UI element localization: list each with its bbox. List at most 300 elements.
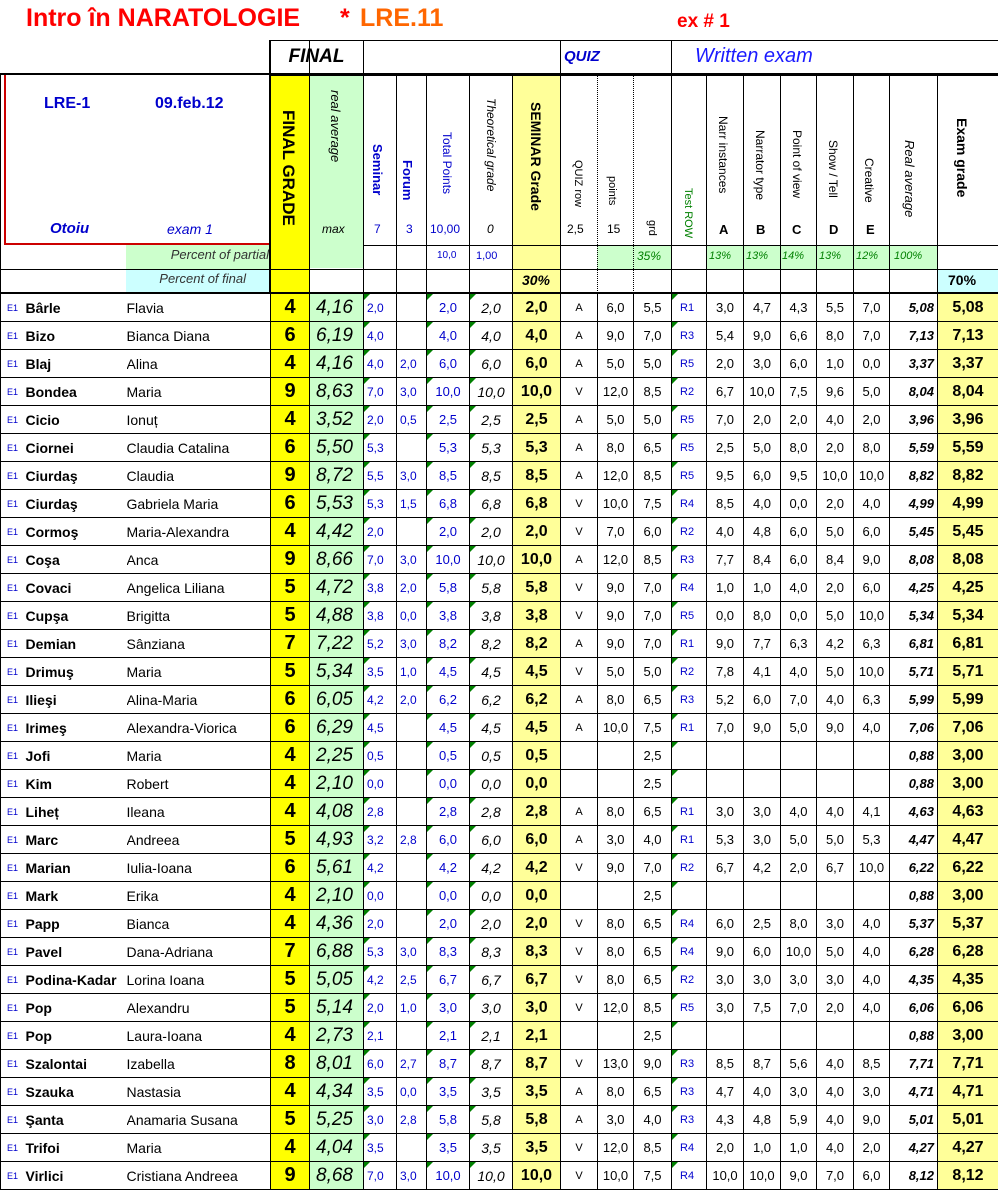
score-narr-instances-cell[interactable]: 9,5 <box>707 462 744 490</box>
exam-grade-cell[interactable]: 5,08 <box>938 294 998 322</box>
forum-points-cell[interactable]: 0,5 <box>397 406 427 434</box>
theoretical-grade-cell[interactable]: 6,0 <box>470 826 513 854</box>
score-creative-cell[interactable]: 5,0 <box>854 378 890 406</box>
row-tag-cell[interactable]: E1 <box>1 854 23 882</box>
exam-grade-cell[interactable]: 4,63 <box>938 798 998 826</box>
score-point-of-view-cell[interactable]: 7,5 <box>781 378 817 406</box>
forum-points-cell[interactable]: 2,7 <box>397 1050 427 1078</box>
quiz-row-cell[interactable] <box>561 1022 598 1050</box>
test-row-cell[interactable]: R1 <box>672 714 707 742</box>
score-point-of-view-cell[interactable]: 9,5 <box>781 462 817 490</box>
last-name-cell[interactable]: Ciornei <box>23 434 127 462</box>
score-show-tell-cell[interactable]: 5,0 <box>817 602 854 630</box>
final-grade-cell[interactable]: 4 <box>271 770 310 798</box>
score-narrator-type-cell[interactable]: 6,0 <box>744 938 781 966</box>
exam-grade-cell[interactable]: 8,04 <box>938 378 998 406</box>
quiz-points-cell[interactable]: 12,0 <box>598 994 634 1022</box>
score-show-tell-cell[interactable]: 4,0 <box>817 406 854 434</box>
score-show-tell-cell[interactable]: 4,0 <box>817 1050 854 1078</box>
quiz-points-cell[interactable]: 8,0 <box>598 938 634 966</box>
quiz-row-cell[interactable]: V <box>561 518 598 546</box>
final-grade-cell[interactable]: 5 <box>271 1106 310 1134</box>
total-points-cell[interactable]: 6,0 <box>427 826 470 854</box>
exam-real-average-cell[interactable]: 6,22 <box>890 854 938 882</box>
quiz-grade-cell[interactable]: 6,5 <box>634 966 672 994</box>
score-narrator-type-cell[interactable]: 4,1 <box>744 658 781 686</box>
quiz-row-cell[interactable]: V <box>561 574 598 602</box>
row-tag-cell[interactable]: E1 <box>1 966 23 994</box>
last-name-cell[interactable]: Ciurdaş <box>23 490 127 518</box>
total-points-cell[interactable]: 2,1 <box>427 1022 470 1050</box>
exam-grade-cell[interactable]: 3,00 <box>938 882 998 910</box>
seminar-grade-cell[interactable]: 6,0 <box>513 826 561 854</box>
score-point-of-view-cell[interactable]: 6,0 <box>781 350 817 378</box>
seminar-points-cell[interactable]: 3,0 <box>364 1106 397 1134</box>
exam-grade-cell[interactable]: 3,00 <box>938 742 998 770</box>
quiz-points-cell[interactable]: 10,0 <box>598 490 634 518</box>
real-average-cell[interactable]: 4,36 <box>310 910 364 938</box>
final-grade-cell[interactable]: 9 <box>271 546 310 574</box>
seminar-grade-cell[interactable]: 3,0 <box>513 994 561 1022</box>
score-point-of-view-cell[interactable]: 8,0 <box>781 910 817 938</box>
forum-points-cell[interactable]: 2,0 <box>397 350 427 378</box>
real-average-cell[interactable]: 4,34 <box>310 1078 364 1106</box>
score-point-of-view-cell[interactable]: 4,3 <box>781 294 817 322</box>
row-tag-cell[interactable]: E1 <box>1 294 23 322</box>
score-creative-cell[interactable]: 4,0 <box>854 910 890 938</box>
score-show-tell-cell[interactable]: 4,0 <box>817 686 854 714</box>
quiz-grade-cell[interactable]: 7,0 <box>634 854 672 882</box>
quiz-row-cell[interactable]: V <box>561 1134 598 1162</box>
score-show-tell-cell[interactable]: 3,0 <box>817 966 854 994</box>
exam-real-average-cell[interactable]: 0,88 <box>890 770 938 798</box>
seminar-grade-cell[interactable]: 6,2 <box>513 686 561 714</box>
first-name-cell[interactable]: Flavia <box>127 294 271 322</box>
real-average-cell[interactable]: 8,63 <box>310 378 364 406</box>
score-point-of-view-cell[interactable] <box>781 882 817 910</box>
final-grade-cell[interactable]: 7 <box>271 938 310 966</box>
last-name-cell[interactable]: Szalontai <box>23 1050 127 1078</box>
exam-real-average-cell[interactable]: 7,71 <box>890 1050 938 1078</box>
quiz-points-cell[interactable]: 9,0 <box>598 602 634 630</box>
forum-points-cell[interactable] <box>397 854 427 882</box>
test-row-cell[interactable]: R5 <box>672 994 707 1022</box>
score-point-of-view-cell[interactable]: 3,0 <box>781 1078 817 1106</box>
first-name-cell[interactable]: Anamaria Susana <box>127 1106 271 1134</box>
quiz-points-cell[interactable]: 8,0 <box>598 686 634 714</box>
real-average-cell[interactable]: 5,05 <box>310 966 364 994</box>
score-narr-instances-cell[interactable] <box>707 770 744 798</box>
quiz-grade-cell[interactable]: 6,5 <box>634 686 672 714</box>
total-points-cell[interactable]: 6,7 <box>427 966 470 994</box>
total-points-cell[interactable]: 4,2 <box>427 854 470 882</box>
score-creative-cell[interactable]: 10,0 <box>854 602 890 630</box>
quiz-grade-cell[interactable]: 8,5 <box>634 462 672 490</box>
quiz-grade-cell[interactable]: 6,5 <box>634 434 672 462</box>
quiz-grade-cell[interactable]: 7,0 <box>634 322 672 350</box>
row-tag-cell[interactable]: E1 <box>1 1134 23 1162</box>
theoretical-grade-cell[interactable]: 3,8 <box>470 602 513 630</box>
test-row-cell[interactable]: R4 <box>672 938 707 966</box>
quiz-grade-cell[interactable]: 2,5 <box>634 742 672 770</box>
quiz-points-cell[interactable]: 5,0 <box>598 350 634 378</box>
total-points-cell[interactable]: 3,0 <box>427 994 470 1022</box>
score-creative-cell[interactable]: 6,3 <box>854 630 890 658</box>
test-row-cell[interactable]: R3 <box>672 1078 707 1106</box>
last-name-cell[interactable]: Şanta <box>23 1106 127 1134</box>
quiz-grade-cell[interactable]: 5,0 <box>634 658 672 686</box>
final-grade-cell[interactable]: 5 <box>271 966 310 994</box>
seminar-points-cell[interactable]: 2,0 <box>364 406 397 434</box>
forum-points-cell[interactable] <box>397 1134 427 1162</box>
first-name-cell[interactable]: Izabella <box>127 1050 271 1078</box>
score-creative-cell[interactable]: 6,0 <box>854 1162 890 1190</box>
last-name-cell[interactable]: Ciurdaş <box>23 462 127 490</box>
seminar-grade-cell[interactable]: 5,8 <box>513 574 561 602</box>
real-average-cell[interactable]: 2,25 <box>310 742 364 770</box>
quiz-grade-cell[interactable]: 7,5 <box>634 714 672 742</box>
quiz-points-cell[interactable]: 9,0 <box>598 854 634 882</box>
score-point-of-view-cell[interactable] <box>781 770 817 798</box>
seminar-points-cell[interactable]: 6,0 <box>364 1050 397 1078</box>
row-tag-cell[interactable]: E1 <box>1 518 23 546</box>
exam-grade-cell[interactable]: 3,00 <box>938 770 998 798</box>
last-name-cell[interactable]: Blaj <box>23 350 127 378</box>
quiz-row-cell[interactable]: V <box>561 910 598 938</box>
theoretical-grade-cell[interactable]: 6,8 <box>470 490 513 518</box>
forum-points-cell[interactable] <box>397 770 427 798</box>
score-narrator-type-cell[interactable]: 4,8 <box>744 518 781 546</box>
exam-grade-cell[interactable]: 3,00 <box>938 1022 998 1050</box>
quiz-row-cell[interactable]: V <box>561 966 598 994</box>
score-narrator-type-cell[interactable]: 6,0 <box>744 462 781 490</box>
score-narr-instances-cell[interactable]: 7,7 <box>707 546 744 574</box>
score-show-tell-cell[interactable]: 4,0 <box>817 1106 854 1134</box>
quiz-row-cell[interactable]: A <box>561 826 598 854</box>
exam-real-average-cell[interactable]: 5,08 <box>890 294 938 322</box>
seminar-grade-cell[interactable]: 4,0 <box>513 322 561 350</box>
row-tag-cell[interactable]: E1 <box>1 938 23 966</box>
seminar-points-cell[interactable]: 2,0 <box>364 294 397 322</box>
last-name-cell[interactable]: Bizo <box>23 322 127 350</box>
score-point-of-view-cell[interactable]: 5,6 <box>781 1050 817 1078</box>
exam-real-average-cell[interactable]: 5,99 <box>890 686 938 714</box>
total-points-cell[interactable]: 10,0 <box>427 546 470 574</box>
score-narr-instances-cell[interactable]: 7,0 <box>707 406 744 434</box>
score-narr-instances-cell[interactable] <box>707 1022 744 1050</box>
seminar-grade-cell[interactable]: 6,7 <box>513 966 561 994</box>
real-average-cell[interactable]: 5,53 <box>310 490 364 518</box>
score-creative-cell[interactable] <box>854 770 890 798</box>
quiz-grade-cell[interactable]: 6,0 <box>634 518 672 546</box>
score-narr-instances-cell[interactable]: 2,5 <box>707 434 744 462</box>
first-name-cell[interactable]: Ionuț <box>127 406 271 434</box>
score-narr-instances-cell[interactable] <box>707 742 744 770</box>
row-tag-cell[interactable]: E1 <box>1 910 23 938</box>
real-average-cell[interactable]: 5,61 <box>310 854 364 882</box>
quiz-row-cell[interactable]: A <box>561 1106 598 1134</box>
score-narrator-type-cell[interactable]: 8,7 <box>744 1050 781 1078</box>
score-creative-cell[interactable]: 5,3 <box>854 826 890 854</box>
theoretical-grade-cell[interactable]: 4,0 <box>470 322 513 350</box>
score-narrator-type-cell[interactable]: 7,5 <box>744 994 781 1022</box>
forum-points-cell[interactable]: 1,0 <box>397 994 427 1022</box>
score-creative-cell[interactable]: 2,0 <box>854 1134 890 1162</box>
quiz-row-cell[interactable]: V <box>561 994 598 1022</box>
score-creative-cell[interactable]: 4,0 <box>854 966 890 994</box>
exam-real-average-cell[interactable]: 4,63 <box>890 798 938 826</box>
seminar-points-cell[interactable]: 0,5 <box>364 742 397 770</box>
quiz-grade-cell[interactable]: 5,5 <box>634 294 672 322</box>
exam-grade-cell[interactable]: 8,12 <box>938 1162 998 1190</box>
quiz-points-cell[interactable]: 8,0 <box>598 1078 634 1106</box>
exam-grade-cell[interactable]: 6,06 <box>938 994 998 1022</box>
quiz-row-cell[interactable]: V <box>561 854 598 882</box>
real-average-cell[interactable]: 5,34 <box>310 658 364 686</box>
score-show-tell-cell[interactable]: 5,0 <box>817 826 854 854</box>
score-point-of-view-cell[interactable] <box>781 1022 817 1050</box>
score-narr-instances-cell[interactable]: 8,5 <box>707 490 744 518</box>
seminar-points-cell[interactable]: 0,0 <box>364 882 397 910</box>
quiz-grade-cell[interactable]: 7,0 <box>634 574 672 602</box>
total-points-cell[interactable]: 4,0 <box>427 322 470 350</box>
exam-real-average-cell[interactable]: 6,06 <box>890 994 938 1022</box>
exam-grade-cell[interactable]: 6,28 <box>938 938 998 966</box>
score-point-of-view-cell[interactable]: 2,0 <box>781 854 817 882</box>
row-tag-cell[interactable]: E1 <box>1 714 23 742</box>
real-average-cell[interactable]: 5,14 <box>310 994 364 1022</box>
score-point-of-view-cell[interactable]: 0,0 <box>781 602 817 630</box>
exam-grade-cell[interactable]: 5,99 <box>938 686 998 714</box>
forum-points-cell[interactable] <box>397 434 427 462</box>
first-name-cell[interactable]: Iulia-Ioana <box>127 854 271 882</box>
quiz-points-cell[interactable]: 5,0 <box>598 658 634 686</box>
seminar-grade-cell[interactable]: 5,8 <box>513 1106 561 1134</box>
score-narr-instances-cell[interactable]: 0,0 <box>707 602 744 630</box>
forum-points-cell[interactable]: 3,0 <box>397 378 427 406</box>
seminar-grade-cell[interactable]: 2,0 <box>513 294 561 322</box>
row-tag-cell[interactable]: E1 <box>1 546 23 574</box>
final-grade-cell[interactable]: 6 <box>271 854 310 882</box>
test-row-cell[interactable]: R4 <box>672 490 707 518</box>
theoretical-grade-cell[interactable]: 3,5 <box>470 1078 513 1106</box>
quiz-grade-cell[interactable]: 2,5 <box>634 882 672 910</box>
forum-points-cell[interactable]: 3,0 <box>397 1162 427 1190</box>
first-name-cell[interactable]: Sânziana <box>127 630 271 658</box>
final-grade-cell[interactable]: 4 <box>271 1134 310 1162</box>
forum-points-cell[interactable]: 2,8 <box>397 826 427 854</box>
quiz-points-cell[interactable]: 10,0 <box>598 1162 634 1190</box>
total-points-cell[interactable]: 2,0 <box>427 294 470 322</box>
final-grade-cell[interactable]: 4 <box>271 350 310 378</box>
last-name-cell[interactable]: Marian <box>23 854 127 882</box>
first-name-cell[interactable]: Bianca <box>127 910 271 938</box>
final-grade-cell[interactable]: 6 <box>271 322 310 350</box>
score-narrator-type-cell[interactable] <box>744 770 781 798</box>
final-grade-cell[interactable]: 5 <box>271 574 310 602</box>
first-name-cell[interactable]: Maria <box>127 1134 271 1162</box>
seminar-grade-cell[interactable]: 2,5 <box>513 406 561 434</box>
score-narr-instances-cell[interactable]: 5,4 <box>707 322 744 350</box>
exam-real-average-cell[interactable]: 4,47 <box>890 826 938 854</box>
score-narr-instances-cell[interactable] <box>707 882 744 910</box>
quiz-points-cell[interactable]: 3,0 <box>598 1106 634 1134</box>
quiz-grade-cell[interactable]: 7,5 <box>634 490 672 518</box>
theoretical-grade-cell[interactable]: 0,5 <box>470 742 513 770</box>
score-creative-cell[interactable]: 7,0 <box>854 294 890 322</box>
quiz-row-cell[interactable] <box>561 742 598 770</box>
score-narrator-type-cell[interactable]: 3,0 <box>744 798 781 826</box>
score-narr-instances-cell[interactable]: 6,0 <box>707 910 744 938</box>
test-row-cell[interactable]: R4 <box>672 910 707 938</box>
quiz-grade-cell[interactable]: 6,5 <box>634 1078 672 1106</box>
first-name-cell[interactable]: Andreea <box>127 826 271 854</box>
test-row-cell[interactable]: R5 <box>672 350 707 378</box>
seminar-grade-cell[interactable]: 8,3 <box>513 938 561 966</box>
theoretical-grade-cell[interactable]: 2,1 <box>470 1022 513 1050</box>
real-average-cell[interactable]: 5,25 <box>310 1106 364 1134</box>
quiz-points-cell[interactable]: 9,0 <box>598 630 634 658</box>
score-point-of-view-cell[interactable]: 3,0 <box>781 966 817 994</box>
seminar-points-cell[interactable]: 2,0 <box>364 518 397 546</box>
test-row-cell[interactable]: R2 <box>672 378 707 406</box>
quiz-points-cell[interactable]: 13,0 <box>598 1050 634 1078</box>
last-name-cell[interactable]: Cicio <box>23 406 127 434</box>
real-average-cell[interactable]: 6,05 <box>310 686 364 714</box>
seminar-points-cell[interactable]: 5,3 <box>364 434 397 462</box>
first-name-cell[interactable]: Maria <box>127 658 271 686</box>
score-show-tell-cell[interactable]: 4,0 <box>817 1078 854 1106</box>
first-name-cell[interactable]: Gabriela Maria <box>127 490 271 518</box>
exam-grade-cell[interactable]: 4,99 <box>938 490 998 518</box>
test-row-cell[interactable]: R3 <box>672 322 707 350</box>
last-name-cell[interactable]: Liheț <box>23 798 127 826</box>
seminar-points-cell[interactable]: 7,0 <box>364 546 397 574</box>
seminar-points-cell[interactable]: 2,0 <box>364 994 397 1022</box>
theoretical-grade-cell[interactable]: 2,5 <box>470 406 513 434</box>
row-tag-cell[interactable]: E1 <box>1 1162 23 1190</box>
score-narrator-type-cell[interactable] <box>744 742 781 770</box>
score-creative-cell[interactable]: 4,0 <box>854 938 890 966</box>
score-show-tell-cell[interactable]: 4,0 <box>817 798 854 826</box>
first-name-cell[interactable]: Bianca Diana <box>127 322 271 350</box>
exam-real-average-cell[interactable]: 4,35 <box>890 966 938 994</box>
quiz-grade-cell[interactable]: 7,0 <box>634 602 672 630</box>
real-average-cell[interactable]: 4,08 <box>310 798 364 826</box>
test-row-cell[interactable]: R3 <box>672 1106 707 1134</box>
first-name-cell[interactable]: Maria-Alexandra <box>127 518 271 546</box>
total-points-cell[interactable]: 2,5 <box>427 406 470 434</box>
final-grade-cell[interactable]: 9 <box>271 1162 310 1190</box>
score-creative-cell[interactable]: 0,0 <box>854 350 890 378</box>
seminar-points-cell[interactable]: 5,3 <box>364 938 397 966</box>
theoretical-grade-cell[interactable]: 2,0 <box>470 910 513 938</box>
seminar-points-cell[interactable]: 0,0 <box>364 770 397 798</box>
seminar-grade-cell[interactable]: 10,0 <box>513 378 561 406</box>
seminar-grade-cell[interactable]: 4,2 <box>513 854 561 882</box>
score-creative-cell[interactable]: 6,0 <box>854 518 890 546</box>
row-tag-cell[interactable]: E1 <box>1 1022 23 1050</box>
row-tag-cell[interactable]: E1 <box>1 882 23 910</box>
last-name-cell[interactable]: Bondea <box>23 378 127 406</box>
seminar-points-cell[interactable]: 4,2 <box>364 966 397 994</box>
score-narrator-type-cell[interactable]: 1,0 <box>744 1134 781 1162</box>
forum-points-cell[interactable]: 2,5 <box>397 966 427 994</box>
score-point-of-view-cell[interactable]: 4,0 <box>781 658 817 686</box>
exam-grade-cell[interactable]: 5,34 <box>938 602 998 630</box>
seminar-points-cell[interactable]: 4,2 <box>364 854 397 882</box>
real-average-cell[interactable]: 5,50 <box>310 434 364 462</box>
forum-points-cell[interactable]: 2,0 <box>397 574 427 602</box>
total-points-cell[interactable]: 5,8 <box>427 1106 470 1134</box>
seminar-grade-cell[interactable]: 8,7 <box>513 1050 561 1078</box>
test-row-cell[interactable]: R1 <box>672 294 707 322</box>
score-point-of-view-cell[interactable] <box>781 742 817 770</box>
score-narr-instances-cell[interactable]: 4,7 <box>707 1078 744 1106</box>
score-narr-instances-cell[interactable]: 3,0 <box>707 294 744 322</box>
quiz-row-cell[interactable]: V <box>561 378 598 406</box>
exam-real-average-cell[interactable]: 8,82 <box>890 462 938 490</box>
seminar-points-cell[interactable]: 5,2 <box>364 630 397 658</box>
score-narrator-type-cell[interactable]: 2,0 <box>744 406 781 434</box>
quiz-row-cell[interactable] <box>561 770 598 798</box>
quiz-row-cell[interactable]: V <box>561 1162 598 1190</box>
exam-real-average-cell[interactable]: 6,81 <box>890 630 938 658</box>
last-name-cell[interactable]: Szauka <box>23 1078 127 1106</box>
final-grade-cell[interactable]: 7 <box>271 630 310 658</box>
final-grade-cell[interactable]: 6 <box>271 714 310 742</box>
score-narrator-type-cell[interactable]: 8,4 <box>744 546 781 574</box>
score-narr-instances-cell[interactable]: 3,0 <box>707 994 744 1022</box>
final-grade-cell[interactable]: 5 <box>271 826 310 854</box>
score-point-of-view-cell[interactable]: 4,0 <box>781 574 817 602</box>
score-creative-cell[interactable]: 9,0 <box>854 1106 890 1134</box>
score-point-of-view-cell[interactable]: 1,0 <box>781 1134 817 1162</box>
score-narr-instances-cell[interactable]: 1,0 <box>707 574 744 602</box>
seminar-points-cell[interactable]: 7,0 <box>364 1162 397 1190</box>
score-point-of-view-cell[interactable]: 10,0 <box>781 938 817 966</box>
test-row-cell[interactable]: R3 <box>672 686 707 714</box>
theoretical-grade-cell[interactable]: 5,8 <box>470 1106 513 1134</box>
first-name-cell[interactable]: Alexandru <box>127 994 271 1022</box>
score-narr-instances-cell[interactable]: 3,0 <box>707 798 744 826</box>
seminar-points-cell[interactable]: 3,5 <box>364 1078 397 1106</box>
test-row-cell[interactable] <box>672 742 707 770</box>
final-grade-cell[interactable]: 9 <box>271 462 310 490</box>
score-narrator-type-cell[interactable]: 4,8 <box>744 1106 781 1134</box>
row-tag-cell[interactable]: E1 <box>1 798 23 826</box>
last-name-cell[interactable]: Marc <box>23 826 127 854</box>
forum-points-cell[interactable]: 1,5 <box>397 490 427 518</box>
test-row-cell[interactable] <box>672 1022 707 1050</box>
total-points-cell[interactable]: 3,8 <box>427 602 470 630</box>
theoretical-grade-cell[interactable]: 0,0 <box>470 882 513 910</box>
last-name-cell[interactable]: Podina-Kadar <box>23 966 127 994</box>
exam-real-average-cell[interactable]: 8,08 <box>890 546 938 574</box>
exam-grade-cell[interactable]: 4,35 <box>938 966 998 994</box>
score-show-tell-cell[interactable] <box>817 770 854 798</box>
seminar-points-cell[interactable]: 3,5 <box>364 658 397 686</box>
total-points-cell[interactable]: 6,0 <box>427 350 470 378</box>
exam-grade-cell[interactable]: 4,71 <box>938 1078 998 1106</box>
exam-real-average-cell[interactable]: 7,13 <box>890 322 938 350</box>
seminar-grade-cell[interactable]: 3,5 <box>513 1078 561 1106</box>
test-row-cell[interactable]: R2 <box>672 518 707 546</box>
test-row-cell[interactable] <box>672 770 707 798</box>
seminar-grade-cell[interactable]: 10,0 <box>513 546 561 574</box>
total-points-cell[interactable]: 10,0 <box>427 378 470 406</box>
quiz-points-cell[interactable]: 12,0 <box>598 378 634 406</box>
